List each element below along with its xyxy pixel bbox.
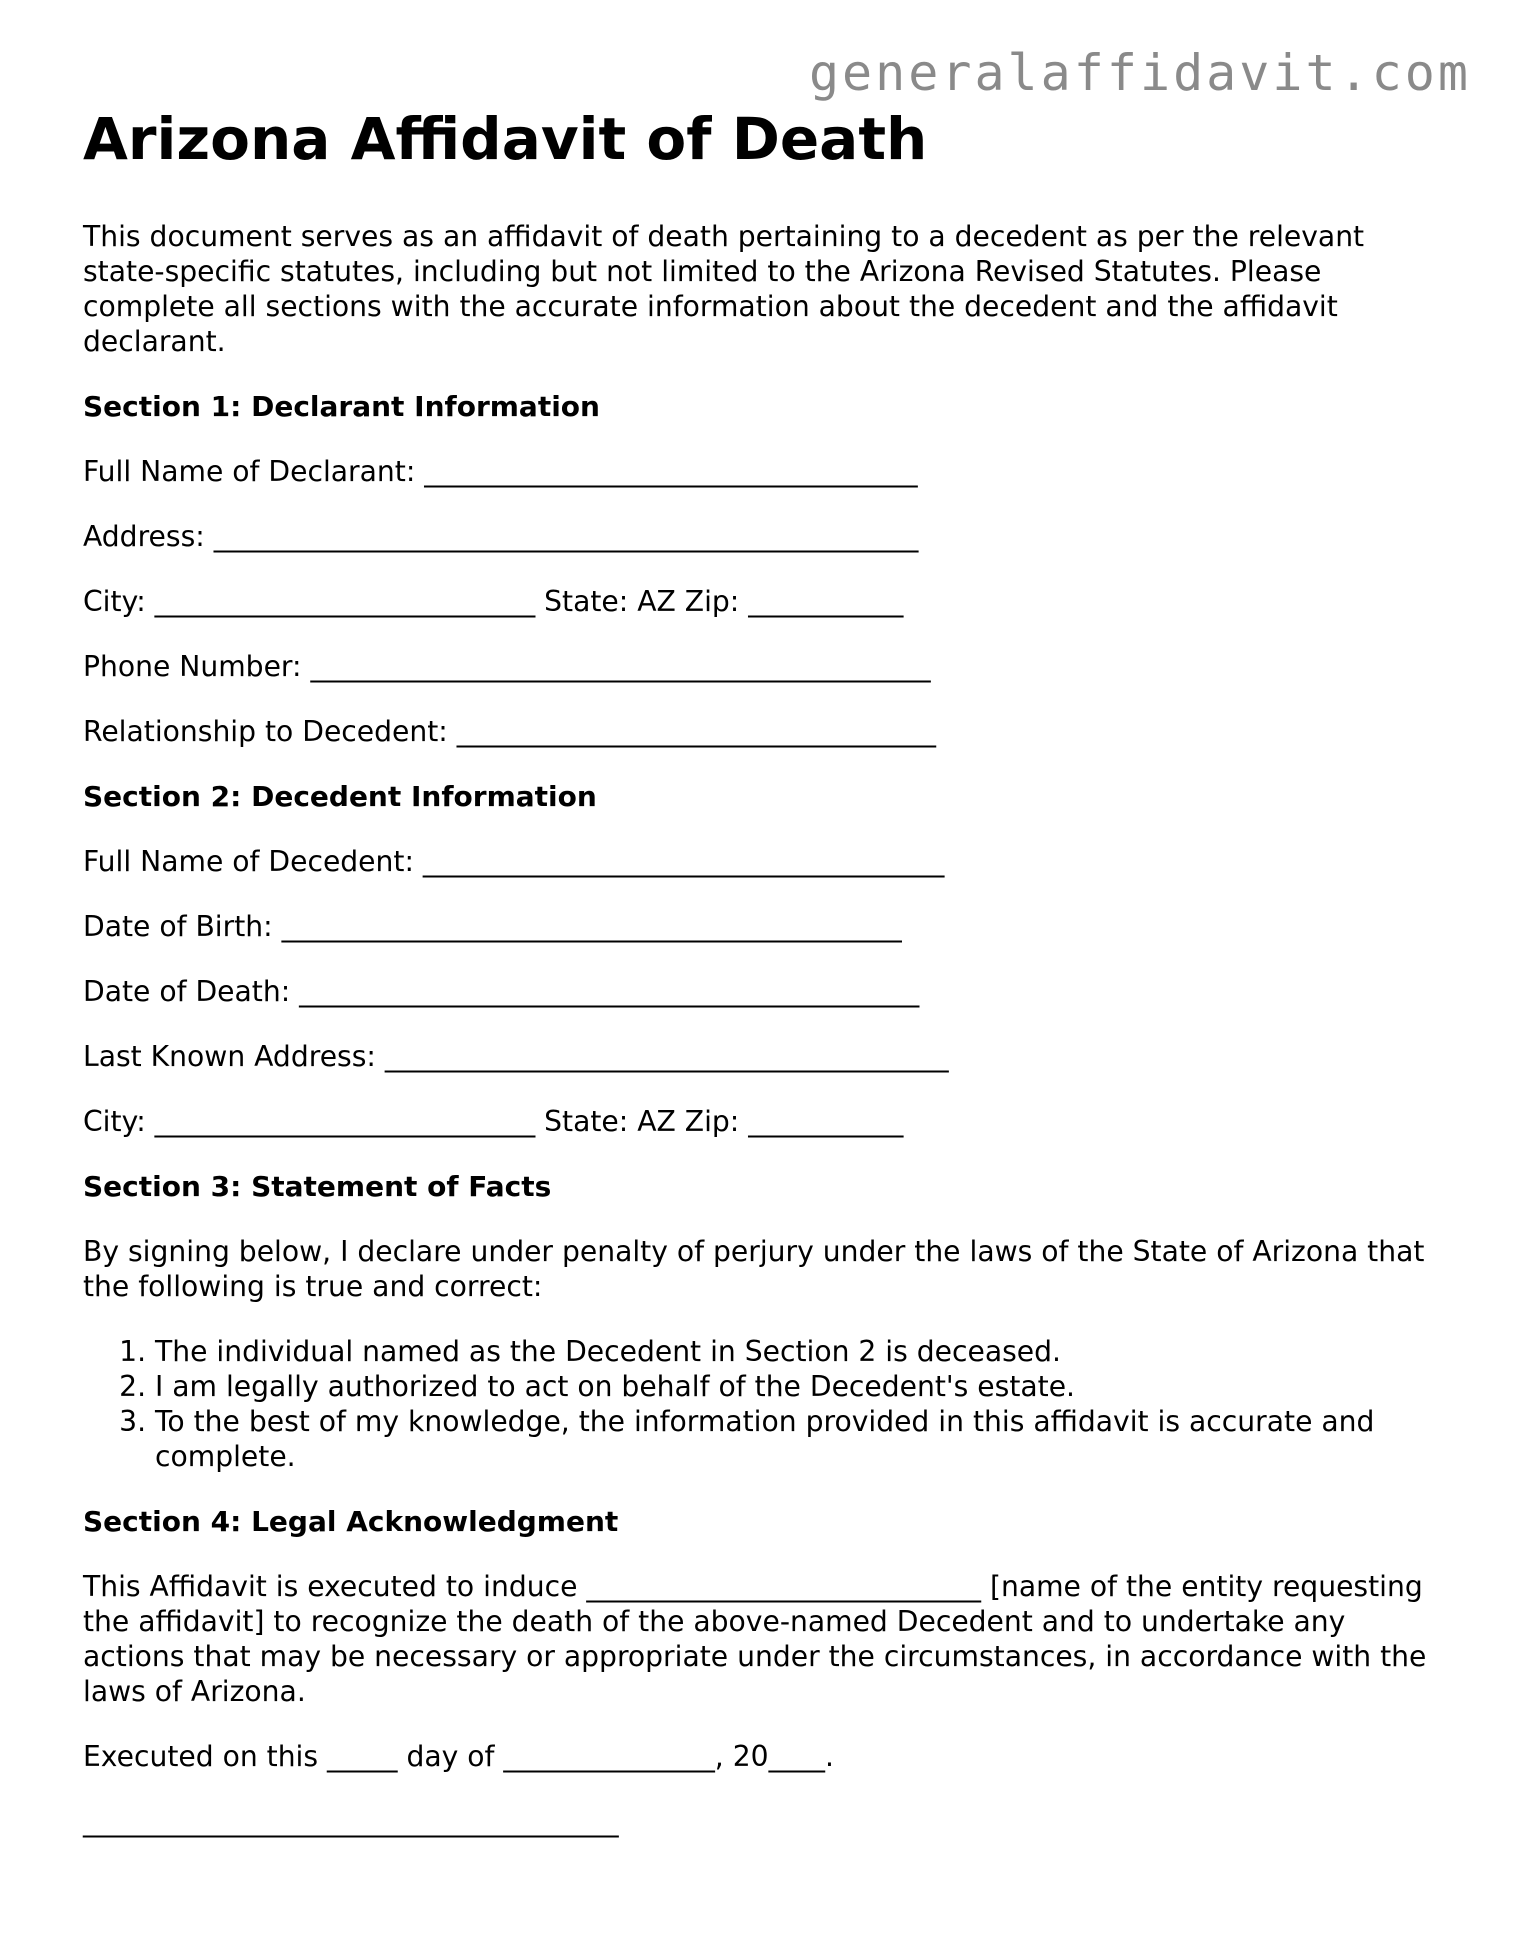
document-body xyxy=(83,219,1428,1869)
watermark-text: generalaffidavit.com xyxy=(808,44,1471,102)
acknowledgment-paragraph: This Affidavit is executed to induce ____________________________ [name of the entity requesting the affidavit] to recognize the death of the above-named Decedent and to undertake any actions that may be necessary or appropriate under the circumstances, in accordance with the laws of Arizona. xyxy=(83,1570,1427,1708)
facts-list xyxy=(83,1334,1428,1474)
section2-heading: Section 2: Decedent Information xyxy=(83,780,597,813)
list-item: 3. To the best of my knowledge, the information provided in this affidavit is accurate and complete. xyxy=(155,1404,1428,1474)
declarant-full-name-field[interactable]: Full Name of Declarant: ___________________________________ xyxy=(83,455,918,488)
decedent-dob-field[interactable]: Date of Birth: ____________________________________________ xyxy=(83,910,902,943)
decedent-dod-field[interactable]: Date of Death: ____________________________________________ xyxy=(83,975,920,1008)
list-item: 2. I am legally authorized to act on behalf of the Decedent's estate. xyxy=(155,1369,1428,1404)
declarant-city-state-zip-field[interactable]: City: ___________________________ State: AZ Zip: ___________ xyxy=(83,585,904,618)
document-title: Arizona Affidavit of Death xyxy=(83,105,928,173)
statement-paragraph: By signing below, I declare under penalty of perjury under the laws of the State of Arizona that the following is true and correct: xyxy=(83,1235,1425,1303)
decedent-city-state-zip-field[interactable]: City: ___________________________ State: AZ Zip: ___________ xyxy=(83,1105,904,1138)
signature-line[interactable]: ______________________________________ xyxy=(83,1805,619,1838)
decedent-full-name-field[interactable]: Full Name of Decedent: _____________________________________ xyxy=(83,845,945,878)
section3-heading: Section 3: Statement of Facts xyxy=(83,1170,552,1203)
executed-date-field[interactable]: Executed on this _____ day of _______________, 20____. xyxy=(83,1740,834,1773)
section1-heading: Section 1: Declarant Information xyxy=(83,390,600,423)
list-item: 1. The individual named as the Decedent in Section 2 is deceased. xyxy=(155,1334,1428,1369)
declarant-address-field[interactable]: Address: __________________________________________________ xyxy=(83,520,919,553)
declarant-phone-field[interactable]: Phone Number: ____________________________________________ xyxy=(83,650,931,683)
section4-heading: Section 4: Legal Acknowledgment xyxy=(83,1505,619,1538)
declarant-relationship-field[interactable]: Relationship to Decedent: __________________________________ xyxy=(83,715,936,748)
intro-paragraph: This document serves as an affidavit of death pertaining to a decedent as per the relevant state-specific statutes, including but not limited to the Arizona Revised Statutes. Please complete all sections with the accurate information about the decedent and the affidavit declarant. xyxy=(83,220,1365,358)
decedent-last-address-field[interactable]: Last Known Address: ________________________________________ xyxy=(83,1040,949,1073)
